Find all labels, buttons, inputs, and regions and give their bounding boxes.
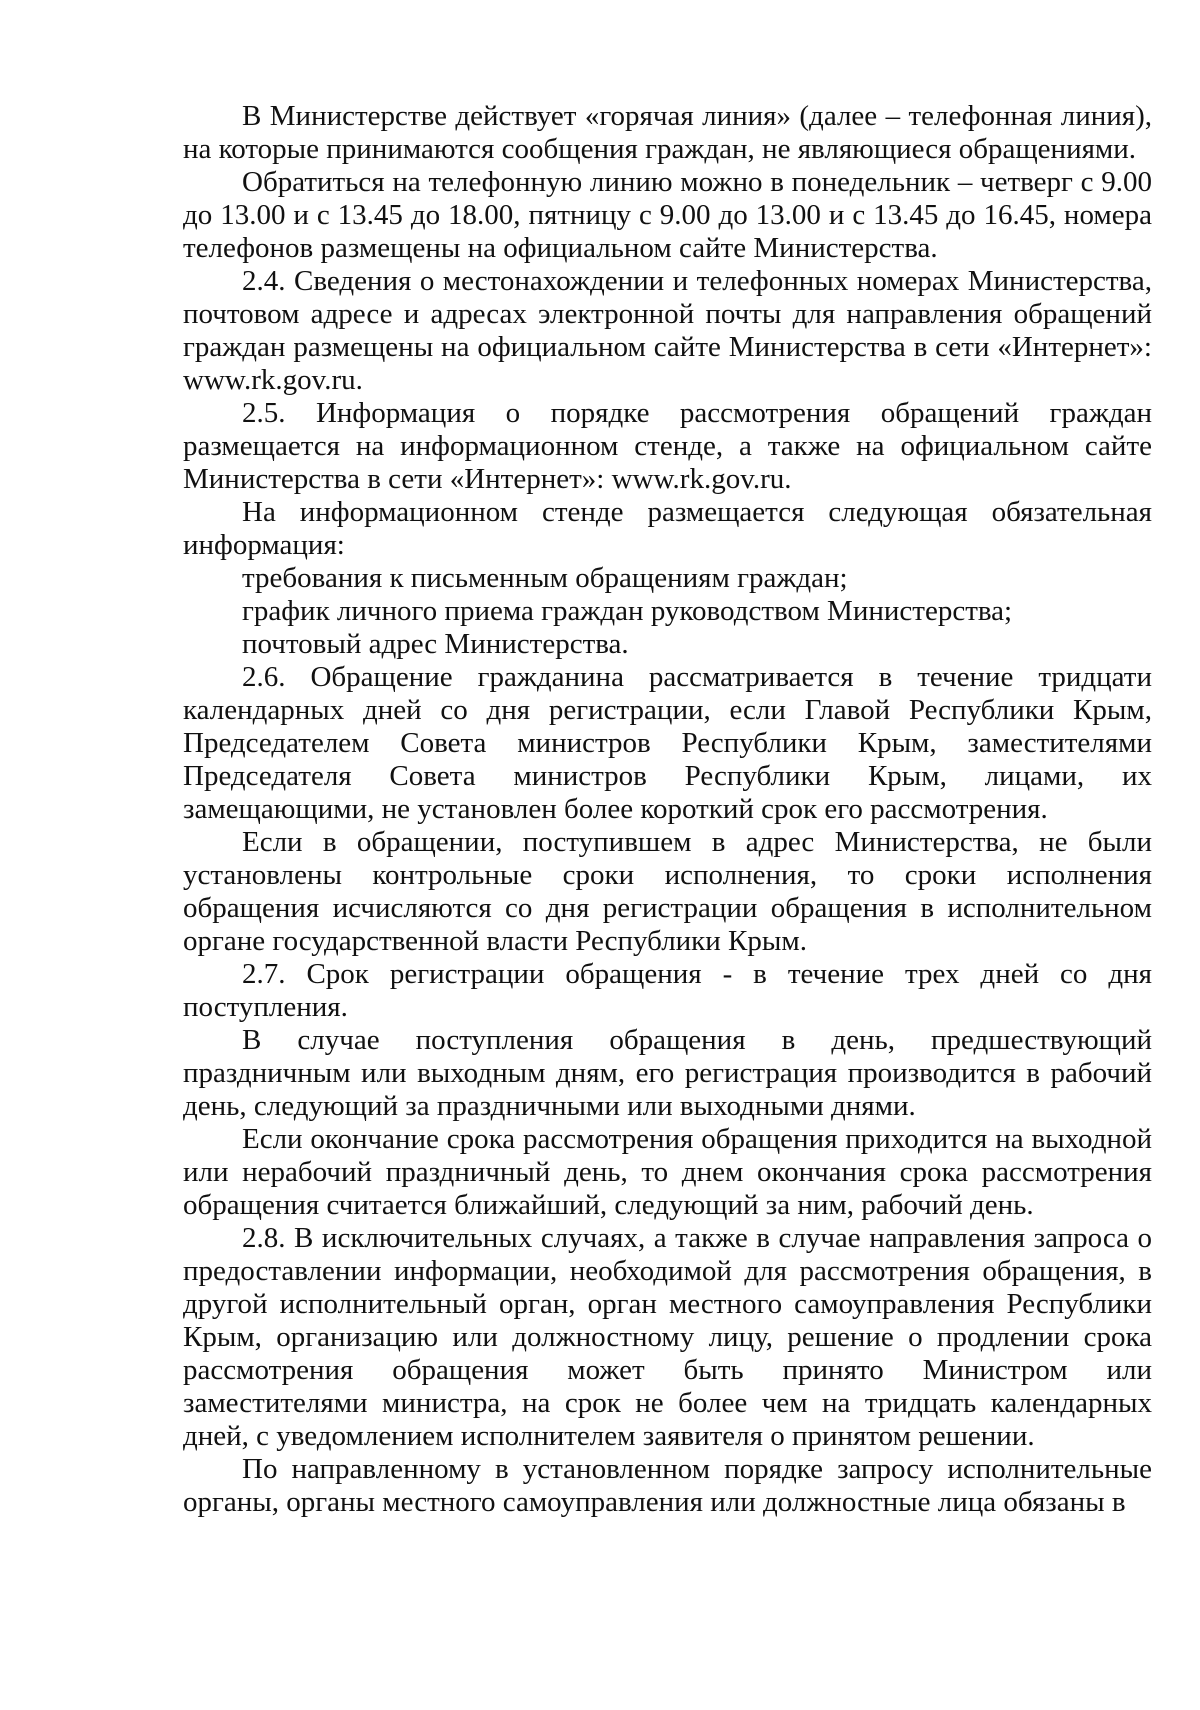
paragraph-holiday-registration: В случае поступления обращения в день, предшествующий праздничным или выходным дням, его регистрация производится в рабочий день, следующий за праздничными или выходными днями. [183, 1024, 1152, 1122]
paragraph-2-5: 2.5. Информация о порядке рассмотрения обращений граждан размещается на информационном стенде, а также на официальном сайте Министерства в сети «Интернет»: www.rk.gov.ru. [183, 397, 1152, 495]
paragraph-request-obligation: По направленному в установленном порядке запросу исполнительные органы, органы местного самоуправления или должностные лица обязаны в [183, 1453, 1152, 1518]
paragraph-2-4: 2.4. Сведения о местонахождении и телефонных номерах Министерства, почтовом адресе и адресах электронной почты для направления обращений граждан размещены на официальном сайте Министерства в сети «Интернет»: www.rk.gov.ru. [183, 265, 1152, 396]
list-item-postal-address: почтовый адрес Министерства. [242, 628, 629, 660]
paragraph-term-end: Если окончание срока рассмотрения обращения приходится на выходной или нерабочий праздничный день, то днем окончания срока рассмотрения обращения считается ближайший, следующий за ним, рабочий день. [183, 1123, 1152, 1221]
list-item-requirements: требования к письменным обращениям граждан; [242, 562, 848, 594]
paragraph-hotline-hours: Обратиться на телефонную линию можно в понедельник – четверг с 9.00 до 13.00 и с 13.45 до 18.00, пятницу с 9.00 до 13.00 и с 13.45 до 16.45, номера телефонов размещены на официальном сайте Министерства. [183, 166, 1152, 264]
paragraph-2-6: 2.6. Обращение гражданина рассматривается в течение тридцати календарных дней со дня регистрации, если Главой Республики Крым, Председателем Совета министров Республики Крым, заместителями Председателя Совета министров Республики Крым, лицами, их замещающими, не установлен более короткий срок его рассмотрения. [183, 661, 1152, 825]
paragraph-hotline: В Министерстве действует «горячая линия» (далее – телефонная линия), на которые принимаются сообщения граждан, не являющиеся обращениями. [183, 100, 1152, 165]
paragraph-2-7: 2.7. Срок регистрации обращения - в течение трех дней со дня поступления. [183, 958, 1152, 1023]
paragraph-control-terms: Если в обращении, поступившем в адрес Министерства, не были установлены контрольные сроки исполнения, то сроки исполнения обращения исчисляются со дня регистрации обращения в исполнительном органе государственной власти Республики Крым. [183, 826, 1152, 957]
paragraph-stand-info: На информационном стенде размещается следующая обязательная информация: [183, 496, 1152, 561]
paragraph-2-8: 2.8. В исключительных случаях, а также в случае направления запроса о предоставлении информации, необходимой для рассмотрения обращения, в другой исполнительный орган, орган местного самоуправления Республики Крым, организацию или должностному лицу, решение о продлении срока рассмотрения обращения может быть принято Министром или заместителями министра, на срок не более чем на тридцать календарных дней, с уведомлением исполнителем заявителя о принятом решении. [183, 1222, 1152, 1452]
list-item-schedule: график личного приема граждан руководством Министерства; [242, 595, 1013, 627]
